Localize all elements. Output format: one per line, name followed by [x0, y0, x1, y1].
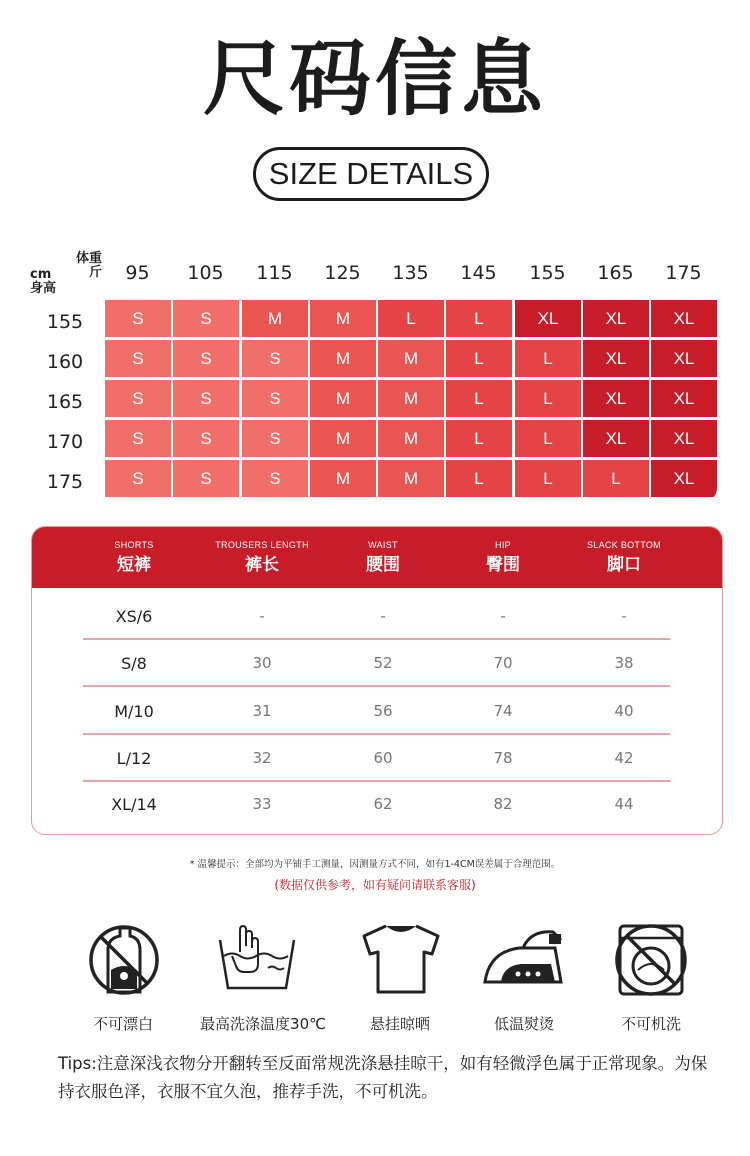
size-grid-cell: S [105, 460, 171, 497]
weight-header-cell: 95 [125, 262, 150, 284]
row-divider [83, 638, 670, 640]
corner-weight-label: 体重 [75, 251, 102, 266]
size-grid-cell: M [310, 340, 376, 377]
size-grid-cell: XL [651, 300, 717, 337]
size-label: XS/6 [115, 607, 153, 626]
size-grid-cell: M [242, 300, 308, 337]
weight-header-cell: 145 [460, 262, 497, 284]
size-grid-cell: S [242, 420, 308, 457]
column-header-en: TROUSERS LENGTH [215, 540, 309, 550]
column-header-en: SLACK BOTTOM [587, 540, 661, 550]
corner-weight-unit: 斤 [88, 265, 102, 280]
measurement-cell: 33 [252, 795, 272, 813]
size-grid-cell: S [173, 380, 239, 417]
shorts-size-table [31, 526, 723, 835]
size-grid-cell: S [105, 420, 171, 457]
no-machine-wash-icon [606, 920, 696, 1000]
measurement-cell: 52 [373, 654, 393, 672]
size-label: M/10 [114, 702, 154, 721]
size-grid [105, 300, 717, 502]
size-label: S/8 [121, 654, 147, 673]
column-header-cn: 臀围 [486, 555, 520, 575]
size-grid-cell: L [378, 300, 444, 337]
size-grid-cell: S [242, 380, 308, 417]
measurement-cell: - [259, 607, 265, 625]
size-grid-cell: XL [583, 380, 649, 417]
size-grid-cell: L [515, 340, 581, 377]
measurement-cell: 40 [614, 702, 634, 720]
no-bleach-icon [78, 920, 168, 1000]
weight-header-cell: 125 [324, 262, 361, 284]
row-divider [83, 685, 670, 687]
size-grid-cell: S [173, 340, 239, 377]
height-row-label: 165 [46, 391, 84, 413]
care-label-no-bleach: 不可漂白 [92, 1015, 153, 1033]
size-grid-cell: S [173, 420, 239, 457]
care-tips: Tips:注意深浅衣物分开翻转至反面常规洗涤悬挂晾干，如有轻微浮色属于正常现象。为保持衣服色泽，衣服不宜久泡，推荐手洗，不可机洗。 [58, 1054, 708, 1101]
measurement-cell: 42 [614, 749, 634, 767]
measurement-cell: 32 [252, 749, 272, 767]
size-grid-cell: S [173, 300, 239, 337]
wash-temperature-icon [212, 920, 302, 1000]
reference-note: (数据仅供参考，如有疑问请联系客服) [274, 878, 476, 892]
size-grid-cell: L [446, 460, 512, 497]
column-header-cn: 裤长 [245, 555, 279, 575]
size-grid-cell: XL [583, 340, 649, 377]
height-row-label: 160 [46, 351, 84, 373]
size-grid-cell: M [378, 420, 444, 457]
table-header [32, 527, 723, 588]
size-grid-cell: M [310, 300, 376, 337]
measurement-cell: 60 [373, 749, 393, 767]
column-header-cn: 脚口 [607, 555, 641, 575]
column-header [544, 539, 704, 576]
measurement-cell: 38 [614, 654, 634, 672]
size-grid-cell: S [242, 340, 308, 377]
column-header-cn: 短裤 [117, 555, 151, 575]
corner-height-label: 身高 [30, 281, 57, 296]
measurement-cell: 30 [252, 654, 272, 672]
height-row-label: 175 [46, 471, 84, 493]
size-grid-cell: M [310, 460, 376, 497]
column-header-en: SHORTS [114, 540, 154, 550]
subtitle-pill: SIZE DETAILS [253, 147, 489, 201]
low-iron-icon [481, 920, 571, 1000]
size-grid-cell: L [446, 300, 512, 337]
size-grid-cell: L [446, 420, 512, 457]
size-grid-cell: S [173, 460, 239, 497]
measurement-cell: 70 [493, 654, 513, 672]
weight-header-cell: 135 [392, 262, 429, 284]
size-grid-cell: L [515, 380, 581, 417]
size-grid-cell: XL [583, 420, 649, 457]
measurement-cell: 31 [252, 702, 272, 720]
column-header-en: HIP [495, 540, 511, 550]
care-label-no-machine-wash: 不可机洗 [620, 1015, 681, 1033]
size-grid-cell: XL [651, 380, 717, 417]
measurement-cell: 82 [493, 795, 513, 813]
size-grid-cell: XL [651, 460, 717, 497]
weight-header-cell: 105 [187, 262, 224, 284]
size-grid-cell: L [446, 340, 512, 377]
size-grid-cell: XL [515, 300, 581, 337]
measurement-cell: - [621, 607, 627, 625]
row-divider [83, 733, 670, 735]
size-grid-cell: M [378, 460, 444, 497]
care-label-wash-temperature: 最高洗涤温度30℃ [200, 1015, 326, 1033]
size-grid-cell: XL [583, 300, 649, 337]
care-label-hang-dry: 悬挂晾晒 [369, 1015, 430, 1033]
size-grid-cell: L [583, 460, 649, 497]
measurement-cell: - [380, 607, 386, 625]
page-title: 尺码信息 [202, 32, 547, 127]
size-label: L/12 [116, 749, 152, 768]
size-grid-cell: L [515, 460, 581, 497]
size-grid-cell: M [378, 340, 444, 377]
grid-corner-label [30, 250, 106, 300]
weight-header-cell: 175 [665, 262, 702, 284]
size-grid-cell: XL [651, 420, 717, 457]
column-header-en: WAIST [368, 540, 398, 550]
size-grid-cell: S [105, 380, 171, 417]
weight-header-cell: 155 [529, 262, 566, 284]
weight-header-cell: 115 [256, 262, 293, 284]
size-grid-cell: L [515, 420, 581, 457]
size-grid-cell: XL [651, 340, 717, 377]
row-divider [83, 780, 670, 782]
size-grid-cell: L [446, 380, 512, 417]
size-grid-cell: S [105, 340, 171, 377]
height-row-label: 155 [46, 311, 84, 333]
measurement-cell: - [500, 607, 506, 625]
hang-dry-icon [356, 920, 446, 1000]
care-label-low-iron: 低温熨烫 [493, 1015, 554, 1033]
measurement-cell: 62 [373, 795, 393, 813]
size-grid-cell: S [242, 460, 308, 497]
size-grid-cell: M [310, 420, 376, 457]
height-row-label: 170 [46, 431, 84, 453]
size-label: XL/14 [111, 795, 157, 814]
measurement-cell: 56 [373, 702, 393, 720]
size-grid-cell: S [105, 300, 171, 337]
column-header-cn: 腰围 [366, 555, 400, 575]
size-grid-cell: M [310, 380, 376, 417]
measurement-note: * 温馨提示：全部均为平铺手工测量，因测量方式不同，如有1-4CM误差属于合理范围。 [189, 859, 561, 870]
measurement-cell: 44 [614, 795, 634, 813]
size-grid-cell: M [378, 380, 444, 417]
weight-header-cell: 165 [597, 262, 634, 284]
measurement-cell: 78 [493, 749, 513, 767]
measurement-cell: 74 [493, 702, 513, 720]
corner-height-unit: cm [30, 267, 52, 282]
